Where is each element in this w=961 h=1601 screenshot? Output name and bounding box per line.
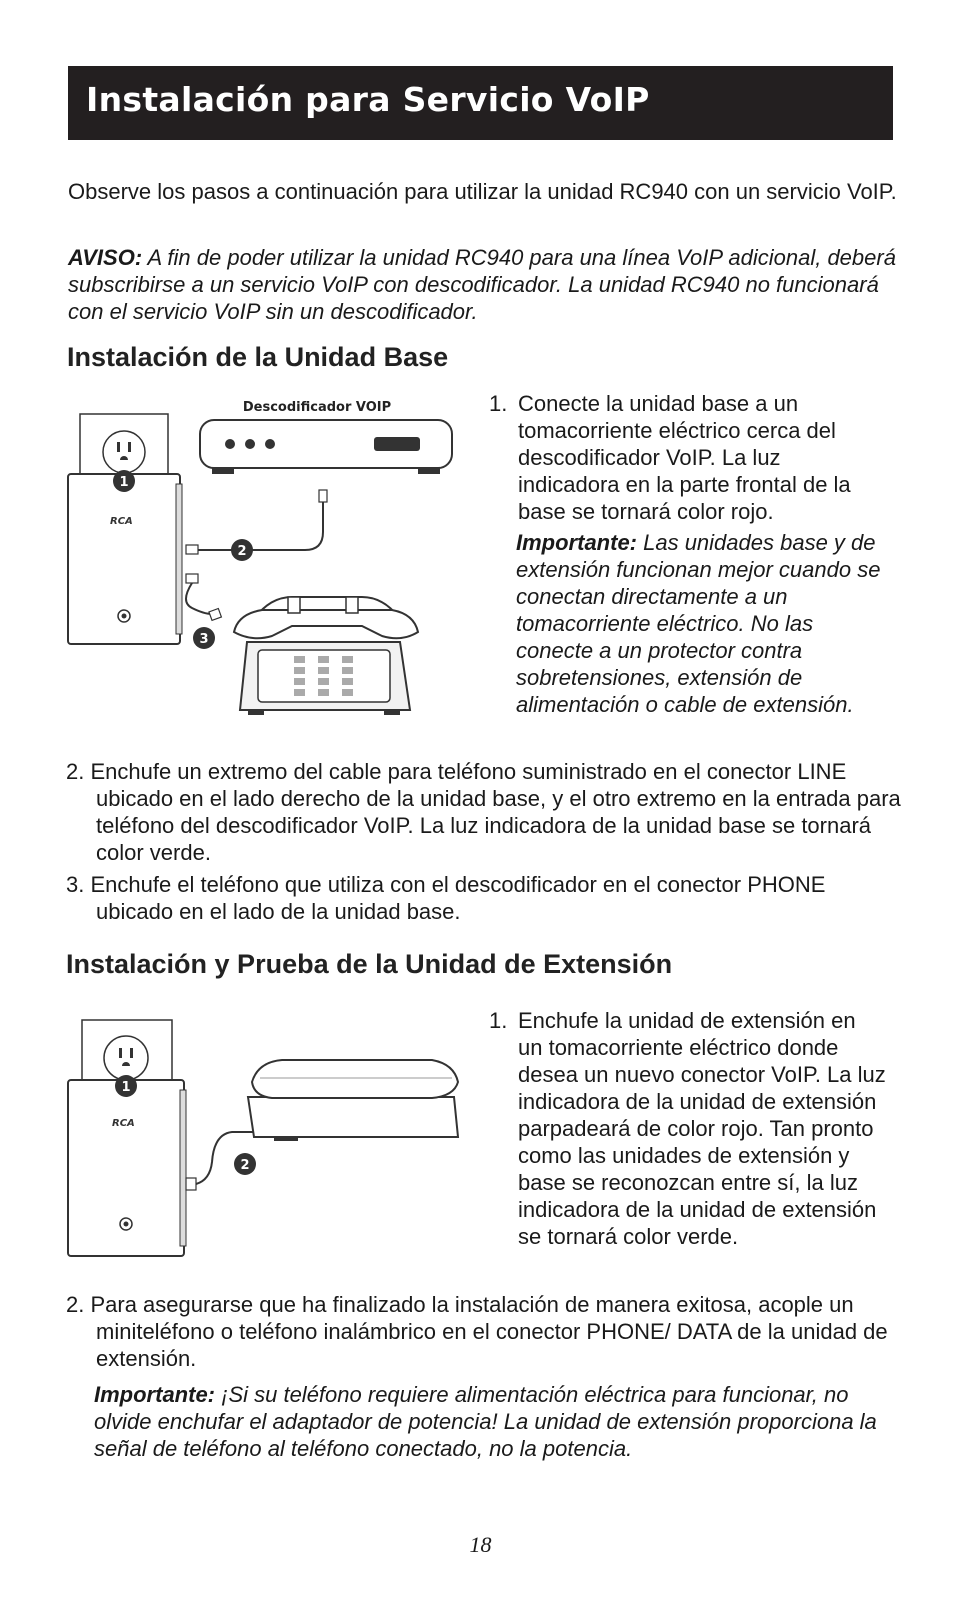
base-step1-number: 1. [489, 391, 508, 416]
svg-text:2: 2 [237, 544, 247, 559]
mini-phone-icon [248, 1060, 458, 1141]
base-installation-figure [62, 392, 472, 722]
base-important-text: Las unidades base y de extensión funcionan mejor cuando se conectan directamente a un tomacorriente eléctrico. No las conecte a un protector contra sobretensiones, extensión de alimentación o cable de extensión. [516, 530, 881, 717]
base-section-heading: Instalación de la Unidad Base [67, 342, 449, 372]
svg-text:1: 1 [119, 475, 129, 490]
extension-unit-brand: RCA [112, 1118, 135, 1129]
svg-text:1: 1 [121, 1080, 131, 1095]
wall-outlet [103, 431, 145, 473]
base-important-label: Importante: [516, 530, 637, 555]
svg-text:3: 3 [199, 632, 209, 647]
desk-phone-icon [234, 597, 418, 715]
base-step3: 3. Enchufe el teléfono que utiliza con el descodificador en el conector PHONE ubicado en el lado de la unidad base. [66, 872, 826, 924]
base-unit-brand: RCA [110, 516, 133, 527]
ext-important-note [94, 1381, 894, 1462]
ext-important-label: Importante: [94, 1382, 215, 1407]
svg-text:2: 2 [240, 1158, 250, 1173]
notice-text: A fin de poder utilizar la unidad RC940 para una línea VoIP adicional, deberá subscribirse a un servicio VoIP con descodificador. La unidad RC940 no funcionará con el servicio VoIP sin un descodificador. [68, 245, 896, 324]
decoder-label: Descodificador VOIP [242, 400, 392, 415]
base-step2: 2. Enchufe un extremo del cable para teléfono suministrado en el conector LINE ubicado en el lado derecho de la unidad base, y el otro extremo en la entrada para teléfono del descodificador VoIP. La luz indicadora de la unidad base se tornará color verde. [66, 759, 901, 865]
ext-step1-number: 1. [489, 1008, 508, 1033]
notice-label: AVISO: [68, 245, 143, 270]
ext-step1-text: Enchufe la unidad de extensión en un tomacorriente eléctrico donde desea un nuevo conector VoIP. La luz indicadora de la unidad de extensión parpadeará de color rojo. Tan pronto como las unidades de extensión y base se reconozcan entre sí, la luz indicadora de la unidad de extensión se tornará color verde. [518, 1008, 886, 1249]
notice [68, 244, 898, 325]
wall-outlet [104, 1036, 148, 1080]
ext-section-heading: Instalación y Prueba de la Unidad de Extensión [66, 949, 673, 979]
base-important-note [516, 529, 888, 718]
page-number: 18 [469, 1532, 492, 1557]
ext-important-text: ¡Si su teléfono requiere alimentación eléctrica para funcionar, no olvide enchufar el adaptador de potencia! La unidad de extensión proporciona la señal de teléfono al teléfono conectado, no la potencia. [94, 1382, 877, 1461]
page-title: Instalación para Servicio VoIP [86, 80, 650, 119]
title-banner [68, 66, 893, 140]
extension-installation-figure [62, 1012, 472, 1272]
base-step1-text: Conecte la unidad base a un tomacorriente eléctrico cerca del descodificador VoIP. La luz indicadora en la parte frontal de la base se tornará color rojo. [518, 391, 851, 524]
ext-step2: 2. Para asegurarse que ha finalizado la instalación de manera exitosa, acople un miniteléfono o teléfono inalámbrico en el conector PHONE/ DATA de la unidad de extensión. [66, 1292, 888, 1371]
intro-text: Observe los pasos a continuación para utilizar la unidad RC940 con un servicio VoIP. [68, 179, 897, 204]
